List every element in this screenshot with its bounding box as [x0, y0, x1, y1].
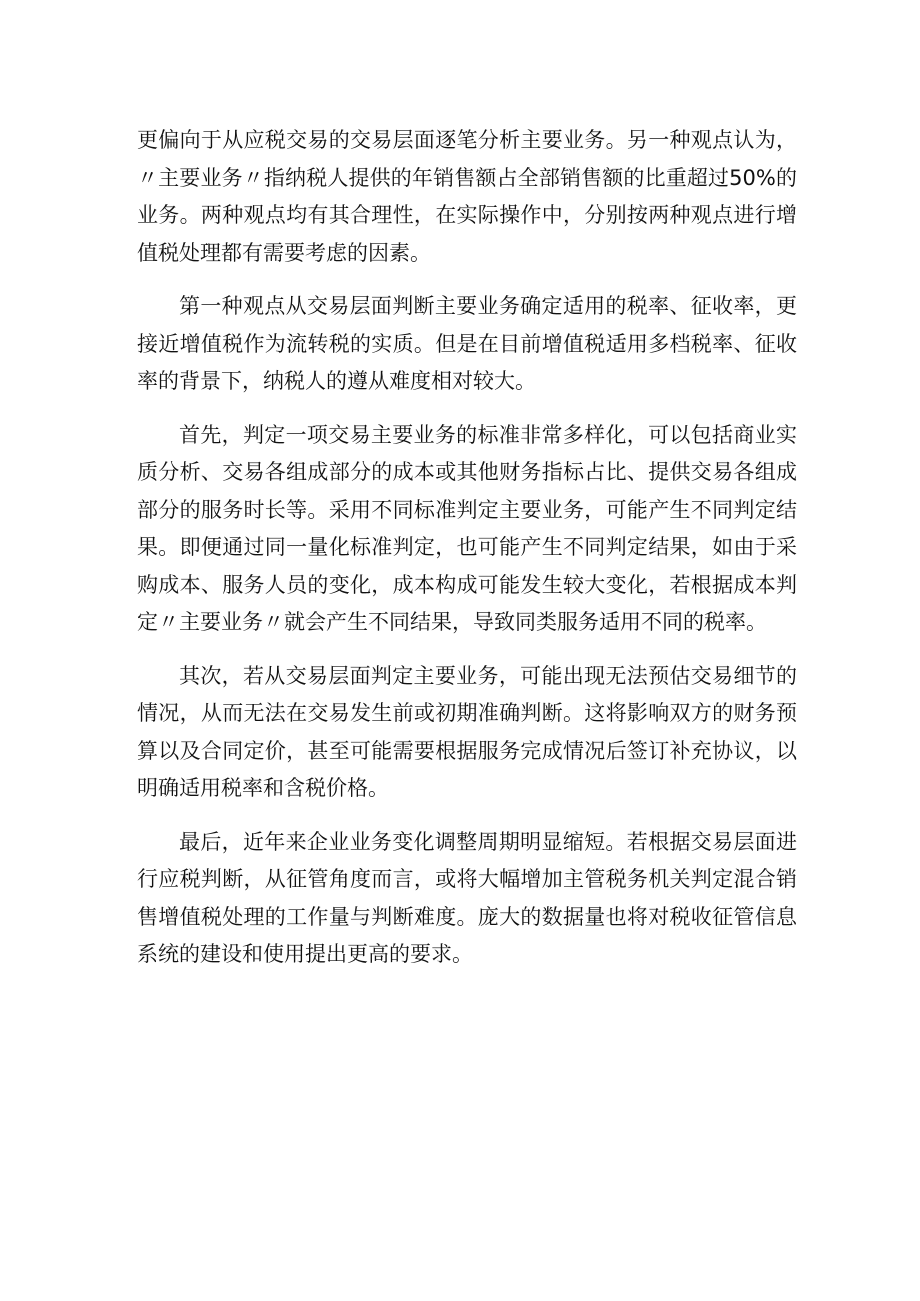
paragraph-3: 首先，判定一项交易主要业务的标准非常多样化，可以包括商业实质分析、交易各组成部分的成本或其他财务指标占比、提供交易各组成部分的服务时长等。采用不同标准判定主要业务，可能产生不同判定结果。即便通过同一量化标准判定，也可能产生不同判定结果，如由于采购成本、服务人员的变化，成本构成可能发生较大变化，若根据成本判定〃主要业务〃就会产生不同结果，导致同类服务适用不同的税率。	[137, 422, 797, 634]
paragraph-4: 其次，若从交易层面判定主要业务，可能出现无法预估交易细节的情况，从而无法在交易发生前或初期准确判断。这将影响双方的财务预算以及合同定价，甚至可能需要根据服务完成情况后签订补充协议，以明确适用税率和含税价格。	[137, 663, 797, 800]
paragraph-1: 更偏向于从应税交易的交易层面逐笔分析主要业务。另一种观点认为，〃主要业务〃指纳税人提供的年销售额占全部销售额的比重超过50%的业务。两种观点均有其合理性，在实际操作中，分别按两种观点进行增值税处理都有需要考虑的因素。	[137, 128, 797, 265]
paragraph-5: 最后，近年来企业业务变化调整周期明显缩短。若根据交易层面进行应税判断，从征管角度而言，或将大幅增加主管税务机关判定混合销售增值税处理的工作量与判断难度。庞大的数据量也将对税收征管信息系统的建设和使用提出更高的要求。	[137, 829, 797, 966]
document-body	[137, 122, 797, 990]
paragraph-2: 第一种观点从交易层面判断主要业务确定适用的税率、征收率，更接近增值税作为流转税的实质。但是在目前增值税适用多档税率、征收率的背景下，纳税人的遵从难度相对较大。	[137, 294, 797, 393]
